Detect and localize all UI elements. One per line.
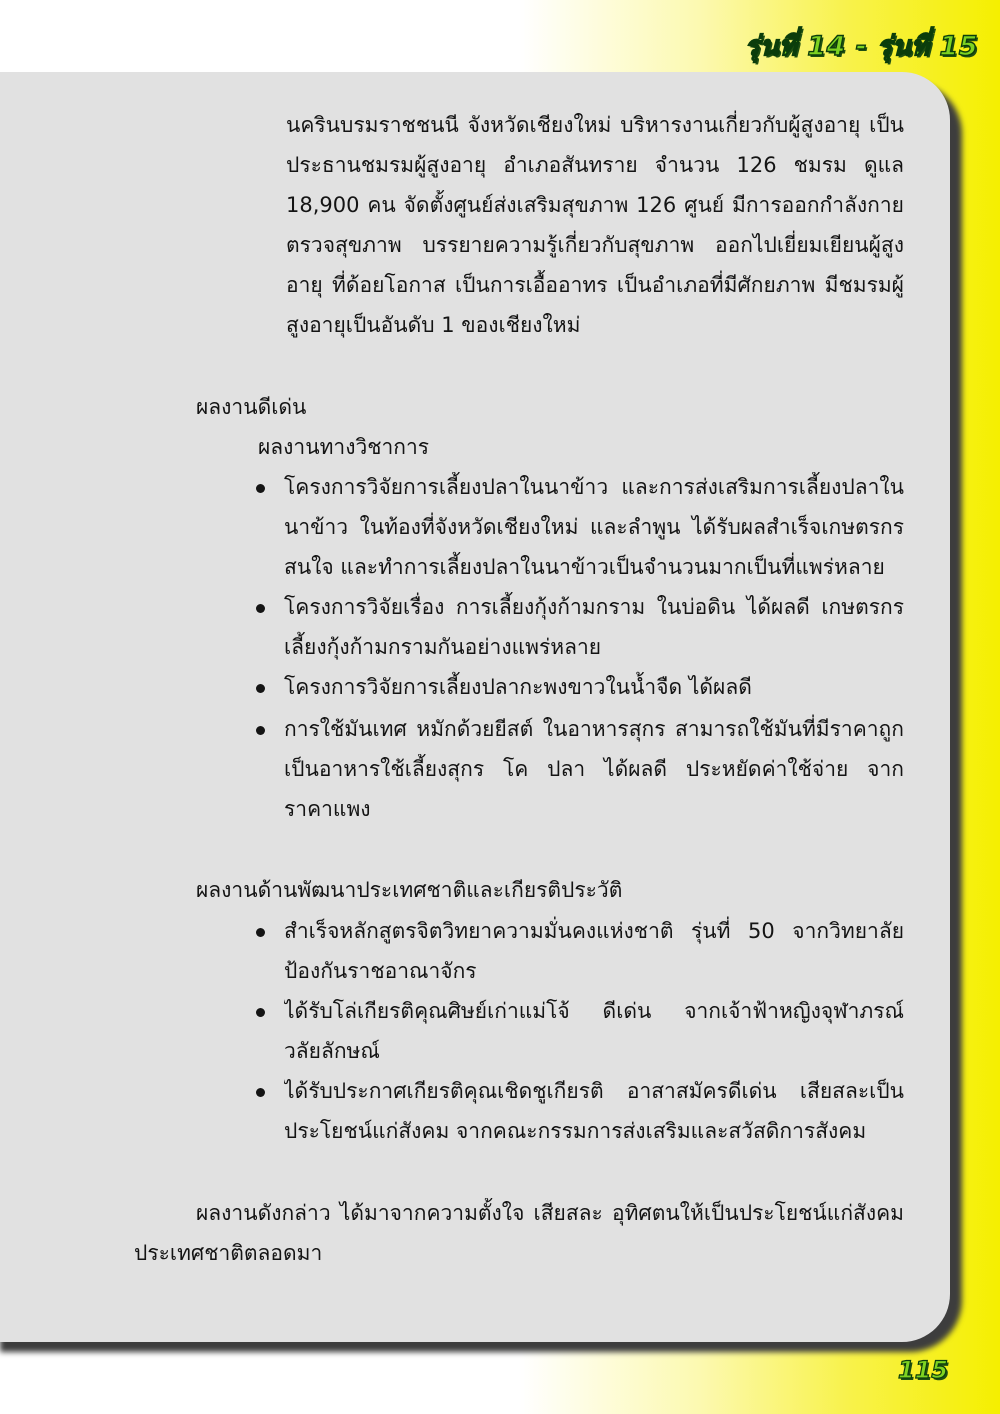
page-header-title: รุ่นที่ 14 - รุ่นที่ 15	[745, 31, 978, 62]
list-item-line: ประโยชน์แก่สังคม จากคณะกรรมการส่งเสริมและสวัสดิการสังคม	[284, 1119, 867, 1143]
bullet-icon	[256, 684, 265, 693]
list-item-line: สำเร็จหลักสูตรจิตวิทยาความมั่นคงแห่งชาติ รุ่นที่ 50 จากวิทยาลัย	[284, 919, 904, 943]
bullet-icon	[256, 1088, 265, 1097]
list-item-line: โครงการวิจัยการเลี้ยงปลาในนาข้าว และการส่งเสริมการเลี้ยงปลาใน	[284, 475, 904, 499]
page-number: 115	[897, 1356, 948, 1384]
bullet-icon	[256, 928, 265, 937]
list-item-line: ราคาแพง	[284, 797, 371, 821]
conclusion-line: ประเทศชาติตลอดมา	[134, 1241, 323, 1265]
list-item-line: เลี้ยงกุ้งก้ามกรามกันอย่างแพร่หลาย	[284, 635, 602, 659]
list-item-line: ป้องกันราชอาณาจักร	[284, 959, 477, 983]
list-item-line: นาข้าว ในท้องที่จังหวัดเชียงใหม่ และลำพูน ได้รับผลสำเร็จเกษตรกร	[284, 515, 904, 539]
intro-line: สูงอายุเป็นอันดับ 1 ของเชียงใหม่	[286, 313, 581, 337]
intro-line: 18,900 คน จัดตั้งศูนย์ส่งเสริมสุขภาพ 126 ศูนย์ มีการออกกำลังกาย	[286, 193, 904, 217]
intro-line: ตรวจสุขภาพ บรรยายความรู้เกี่ยวกับสุขภาพ ออกไปเยี่ยมเยียนผู้สูง	[286, 233, 904, 257]
list-item-line: การใช้มันเทศ หมักด้วยยีสต์ ในอาหารสุกร สามารถใช้มันที่มีราคาถูก	[284, 717, 904, 741]
academic-subheading: ผลงานทางวิชาการ	[258, 435, 430, 459]
bullet-icon	[256, 484, 265, 493]
intro-line: ประธานชมรมผู้สูงอายุ อำเภอสันทราย จำนวน 126 ชมรม ดูแล	[286, 153, 904, 177]
list-item-line: ได้รับประกาศเกียรติคุณเชิดชูเกียรติ อาสาสมัครดีเด่น เสียสละเป็น	[284, 1079, 904, 1103]
bullet-icon	[256, 726, 265, 735]
national-heading: ผลงานด้านพัฒนาประเทศชาติและเกียรติประวัติ	[196, 878, 623, 902]
list-item-line: ได้รับโล่เกียรติคุณศิษย์เก่าแม่โจ้ ดีเด่น จากเจ้าฟ้าหญิงจุฬาภรณ์	[284, 999, 904, 1023]
list-item-line: โครงการวิจัยการเลี้ยงปลากะพงขาวในน้ำจืด ได้ผลดี	[284, 675, 752, 699]
list-item-line: โครงการวิจัยเรื่อง การเลี้ยงกุ้งก้ามกราม ในบ่อดิน ได้ผลดี เกษตรกร	[284, 595, 904, 619]
list-item-line: เป็นอาหารใช้เลี้ยงสุกร โค ปลา ได้ผลดี ประหยัดค่าใช้จ่าย จาก	[284, 757, 904, 781]
list-item-line: วลัยลักษณ์	[284, 1039, 380, 1063]
conclusion-line: ผลงานดังกล่าว ได้มาจากความตั้งใจ เสียสละ อุทิศตนให้เป็นประโยชน์แก่สังคม	[196, 1201, 904, 1225]
list-item-line: สนใจ และทำการเลี้ยงปลาในนาข้าวเป็นจำนวนมากเป็นที่แพร่หลาย	[284, 555, 885, 579]
intro-line: นครินบรมราชชนนี จังหวัดเชียงใหม่ บริหารงานเกี่ยวกับผู้สูงอายุ เป็น	[286, 113, 904, 137]
bullet-icon	[256, 1008, 265, 1017]
bullet-icon	[256, 604, 265, 613]
intro-line: อายุ ที่ด้อยโอกาส เป็นการเอื้ออาทร เป็นอำเภอที่มีศักยภาพ มีชมรมผู้	[286, 273, 904, 297]
achievements-heading: ผลงานดีเด่น	[196, 395, 307, 419]
